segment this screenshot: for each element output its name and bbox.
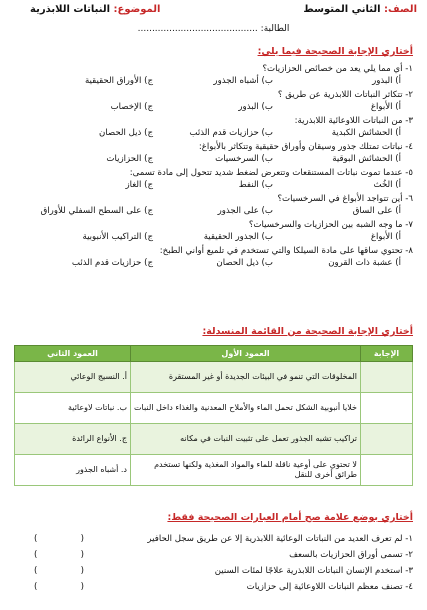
grade-label: الصف: [384, 4, 417, 15]
answer-header: الإجابة [361, 346, 413, 362]
answer-box[interactable] [34, 582, 84, 593]
student-name-line: الطالبة: .......................................... [137, 24, 290, 34]
statement-3 [14, 566, 413, 578]
option-a[interactable]: أ) الأبواغ [370, 102, 401, 112]
question-4-options [14, 154, 407, 166]
answer-dropdown[interactable] [361, 424, 413, 455]
option-b[interactable]: ب) أشباه الجذور [213, 76, 273, 86]
close-paren: ) [34, 566, 38, 576]
grade-value: الثاني المتوسط [303, 4, 381, 15]
option-a[interactable]: أ) عشبة ذات القرون [328, 258, 401, 268]
statement-4 [14, 582, 413, 594]
option-a[interactable]: أ) على الساق [352, 206, 401, 216]
question-2-options [14, 102, 407, 114]
option-a[interactable]: أ) الأبواغ [370, 232, 401, 242]
question-4: ٤- نباتات تمتلك جذور وسيقان وأوراق حقيقية وتتكاثر بالأبواغ: [198, 142, 413, 152]
statement-text: ٢- تسمى أوراق الحزازيات بالسعف [289, 550, 413, 560]
question-2: ٢- تتكاثر النباتات اللابذرية عن طريق ؟ [277, 90, 413, 100]
close-paren: ) [34, 582, 38, 592]
subject-field [30, 4, 160, 17]
question-1: ١- أي مما يلي يعد من خصائص الحزازيات؟ [262, 64, 413, 74]
section2-title: أختاري الإجابة الصحيحة من القائمة المنسدلة: [202, 326, 413, 337]
answer-box[interactable] [34, 566, 84, 577]
option-b[interactable]: ب) البذور [238, 102, 273, 112]
question-3-options [14, 128, 407, 140]
option-a[interactable]: أ) الحشائش البوقية [332, 154, 401, 164]
option-b[interactable]: ب) ذيل الحصان [216, 258, 273, 268]
grade-field [303, 4, 417, 17]
column1-cell: تراكيب تشبه الجذور تعمل على تثبيت النبات في مكانه [131, 424, 361, 455]
answer-dropdown[interactable] [361, 393, 413, 424]
question-7: ٧- ما وجه الشبه بين الحزازيات والسرخسيات؟ [248, 220, 413, 230]
option-b[interactable]: ب) على الجذور [217, 206, 273, 216]
option-c[interactable]: ج) الغاز [125, 180, 153, 190]
column2-cell: ج. الأنواع الرائدة [15, 424, 131, 455]
question-5: ٥- عندما تموت نباتات المستنقعات وتتعرض لضغط شديد تتحول إلى مادة تسمى: [129, 168, 413, 178]
option-c[interactable]: ج) حزازيات قدم الذئب [71, 258, 153, 268]
open-paren: ( [80, 582, 84, 592]
question-8-options [14, 258, 407, 270]
open-paren: ( [80, 550, 84, 560]
table-row [15, 362, 413, 393]
question-3: ٣- من النباتات اللاوعائية اللابذرية: [294, 116, 413, 126]
column2-header: العمود الثاني [15, 346, 131, 362]
subject-value: النباتات اللابذرية [30, 4, 111, 15]
open-paren: ( [80, 534, 84, 544]
question-8: ٨- تحتوي ساقها على مادة السيلكا والتي تستخدم في تلميع أواني الطبخ: [159, 246, 413, 256]
subject-label: الموضوع: [113, 4, 161, 15]
matching-table [14, 345, 413, 486]
answer-box[interactable] [34, 550, 84, 561]
option-c[interactable]: ج) الإخصاب [110, 102, 153, 112]
column2-cell: ب. نباتات لاوعائية [15, 393, 131, 424]
option-a[interactable]: أ) البذور [372, 76, 401, 86]
open-paren: ( [80, 566, 84, 576]
option-c[interactable]: ج) الأوراق الحقيقية [84, 76, 153, 86]
table-header-row [15, 346, 413, 362]
section1-title: أختاري الإجابة الصحيحة فيما يلي: [257, 46, 413, 57]
statement-text: ٣- استخدم الإنسان النباتات اللابذرية علاجًا لمئات السنين [214, 566, 413, 576]
answer-dropdown[interactable] [361, 455, 413, 486]
column1-cell: المخلوقات التي تنمو في البيئات الجديدة أو غير المستقرة [131, 362, 361, 393]
statement-text: ١- لم تعرف العديد من النباتات الوعائية اللابذرية إلا عن طريق سجل الحافير [147, 534, 413, 544]
question-7-options [14, 232, 407, 244]
option-b[interactable]: ب) الجذور الحقيقية [203, 232, 273, 242]
column1-cell: خلايا أنبوبية الشكل تحمل الماء والأملاح المعدنية والغذاء داخل النبات [131, 393, 361, 424]
question-1-options [14, 76, 407, 88]
answer-box[interactable] [34, 534, 84, 545]
question-5-options [14, 180, 407, 192]
question-6: ٦- أين تتواجد الأبواغ في السرخسيات؟ [277, 194, 413, 204]
table-row [15, 424, 413, 455]
option-c[interactable]: ج) التراكيب الأنبوبية [82, 232, 153, 242]
statement-1 [14, 534, 413, 546]
page-header [10, 4, 417, 18]
section3-title: أختاري بوضع علامة صح أمام العبارات الصحيحة فقط: [167, 512, 413, 523]
question-6-options [14, 206, 407, 218]
option-b[interactable]: ب) السرخسيات [215, 154, 273, 164]
answer-dropdown[interactable] [361, 362, 413, 393]
close-paren: ) [34, 534, 38, 544]
column2-cell: د. أشباه الجذور [15, 455, 131, 486]
table-row [15, 455, 413, 486]
option-b[interactable]: ب) حزازيات قدم الذئب [189, 128, 273, 138]
column1-header: العمود الأول [131, 346, 361, 362]
column2-cell: أ. النسيج الوعائي [15, 362, 131, 393]
statement-text: ٤- تصنف معظم النباتات اللاوعائية إلى حزازيات [246, 582, 413, 592]
statement-2 [14, 550, 413, 562]
option-a[interactable]: أ) الخُث [373, 180, 401, 190]
option-a[interactable]: أ) الحشائش الكبدية [331, 128, 401, 138]
option-c[interactable]: ج) ذيل الحصان [98, 128, 153, 138]
option-c[interactable]: ج) الحزازيات [106, 154, 153, 164]
close-paren: ) [34, 550, 38, 560]
table-row [15, 393, 413, 424]
option-c[interactable]: ج) على السطح السفلي للأوراق [40, 206, 153, 216]
option-b[interactable]: ب) النفط [238, 180, 273, 190]
column1-cell: لا تحتوي على أوعية ناقلة للماء والمواد المغذية ولكنها تستخدم طرائق أخرى للنقل [131, 455, 361, 486]
